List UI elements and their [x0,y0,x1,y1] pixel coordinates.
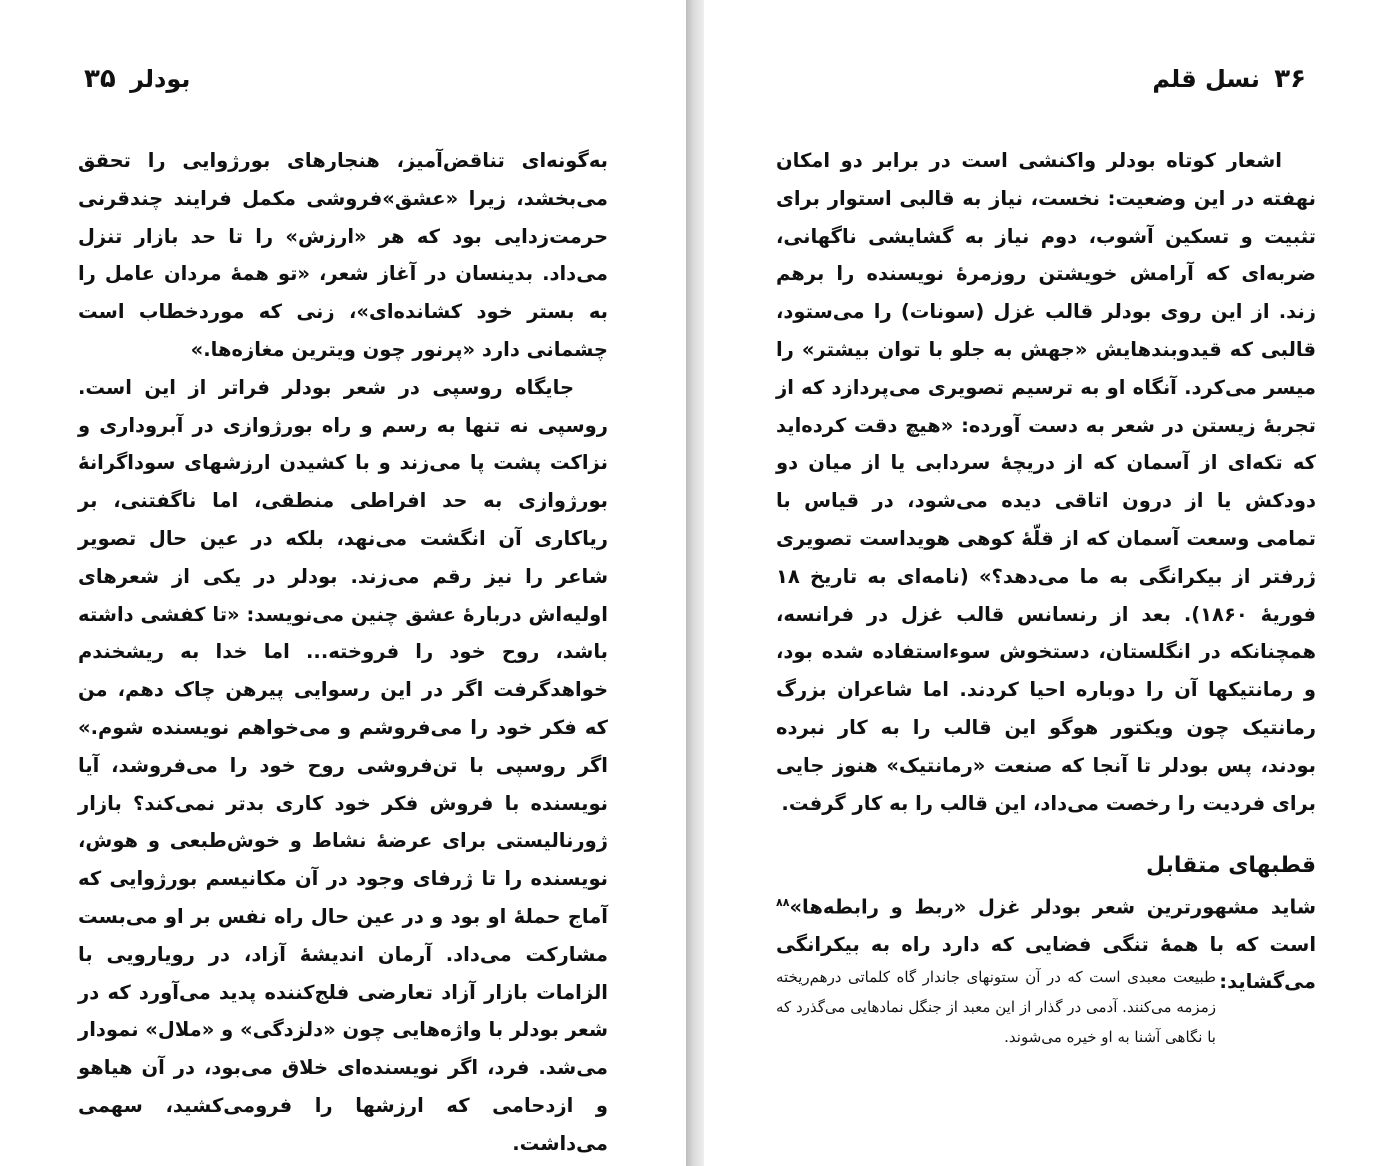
poem-quote [776,962,1216,1052]
footnote-marker: ۸۸ [776,896,790,909]
right-page-number: ۳۶ [1274,64,1306,94]
intro-text-after: است که با همهٔ تنگی فضایی که دارد راه به بیکرانگی می‌گشاید: [776,932,1316,993]
book-gutter [686,0,704,1166]
left-page [0,0,686,1166]
left-header-title: بودلر [130,65,191,93]
section-title: قطبهای متقابل [1145,853,1316,878]
right-page-header [1152,64,1312,94]
right-header-title: نسل قلم [1152,65,1260,93]
left-page-header [78,64,190,94]
right-paragraph-1: اشعار کوتاه بودلر واکنشی است در برابر دو امکان نهفته در این وضعیت: نخست، نیاز به قالبی استوار برای تثبیت و تسکین آشوب، دوم نیاز به گشایشی ناگهانی، ضربه‌ای که آرامش خویشتن روزمرهٔ نویسنده را برهم زند. از این روی بودلر قالب غزل (سونات) را می‌ستود، قالبی که قیدوبندهایش «جهش به جلو با توان بیشتر» را میسر می‌کرد. آنگاه او به ترسیم تصویری می‌پردازد که از تجربهٔ زیستن در شعر به دست آورده: «هیچ دقت کرده‌اید که تکه‌ای از آسمان که از دریچهٔ سردابی یا از میان دو دودکش یا از درون اتاقی دیده می‌شود، در قیاس با تمامی وسعت آسمان که از قلّهٔ کوهی هویداست تصویری ژرفتر از بیکرانگی به ما می‌دهد؟» (نامه‌ای به تاریخ ۱۸ فوریهٔ ۱۸۶۰). بعد از رنسانس قالب غزل در فرانسه، همچنانکه در انگلستان، دستخوش سوءاستفاده شده بود، و رمانتیکها آن را دوباره احیا کردند. اما شاعران بزرگ رمانتیک چون ویکتور هوگو این قالب را به کار نبرده بودند، پس بودلر تا آنجا که صنعت «رمانتیک» هنوز جایی برای فردیت را رخصت می‌داد، این قالب را به کار گرفت. [776,149,1317,815]
left-paragraph-1: به‌گونه‌ای تناقض‌آمیز، هنجارهای بورژوایی را تحقق می‌بخشد، زیرا «عشق»فروشی مکمل فرایند چندقرنی حرمت‌زدایی بود که هر «ارزش» را تا حد بازار تنزل می‌داد. بدینسان در آغاز شعر، «تو همهٔ مردان عامل را به بستر خود کشانده‌ای»، زنی که موردخطاب است چشمانی دارد «پرنور چون ویترین مغازه‌ها.» [78,149,608,361]
intro-text-before: شاید مشهورترین شعر بودلر غزل «ربط و رابطه‌ها» [789,895,1316,919]
right-page [704,0,1384,1166]
left-paragraph-2: جایگاه روسپی در شعر بودلر فراتر از این است. روسپی نه تنها به رسم و راه بورژوازی در آبروداری و نزاکت پشت پا می‌زند و با کشیدن ارزشهای سوداگرانهٔ بورژوازی به حد افراطی منطقی، اما ناگفتنی، بر ریاکاری آن انگشت می‌نهد، بلکه در عین حال تصویر شاعر را نیز رقم می‌زند. بودلر در یکی از شعرهای اولیه‌اش دربارهٔ عشق چنین می‌نویسد: «تا کفشی داشته باشد، روح خود را فروخته... اما خدا به ریشخندم خواهدگرفت اگر در این رسوایی پیرهن چاک دهم، من که فکر خود را می‌فروشم و می‌خواهم نویسنده شوم.» اگر روسپی با تن‌فروشی روح خود را می‌فروشد، آیا نویسنده با فروش فکر خود کاری بدتر نمی‌کند؟ بازار ژورنالیستی برای عرضهٔ نشاط و خوش‌طبعی و هوش، نویسنده را تا ژرفای وجود در آن مکانیسم بورژوایی که آماج حملهٔ او بود و در عین حال راه نفس بر او می‌بست مشارکت می‌داد. آرمان اندیشهٔ آزاد، در رویارویی با الزامات بازار آزاد تعارضی فلج‌کننده پدید می‌آورد که در شعر بودلر با واژه‌هایی چون «دلزدگی» و «ملال» نمودار می‌شد. فرد، اگر نویسنده‌ای خلاق می‌بود، در آن هیاهو و ازدحامی که ارزشها را فرومی‌کشید، سهمی می‌داشت. [77,375,608,1155]
right-page-body [776,142,1316,822]
left-page-body [78,142,608,1163]
left-page-number: ۳۵ [84,64,116,94]
poem-quote-text: طبیعت معبدی است که در آن ستونهای جاندار گاه کلماتی درهم‌ریخته زمزمه می‌کنند. آدمی در گذار از این معبد از جنگل نمادهایی می‌گذرد که با نگاهی آشنا به او خیره می‌شوند. [776,968,1216,1046]
